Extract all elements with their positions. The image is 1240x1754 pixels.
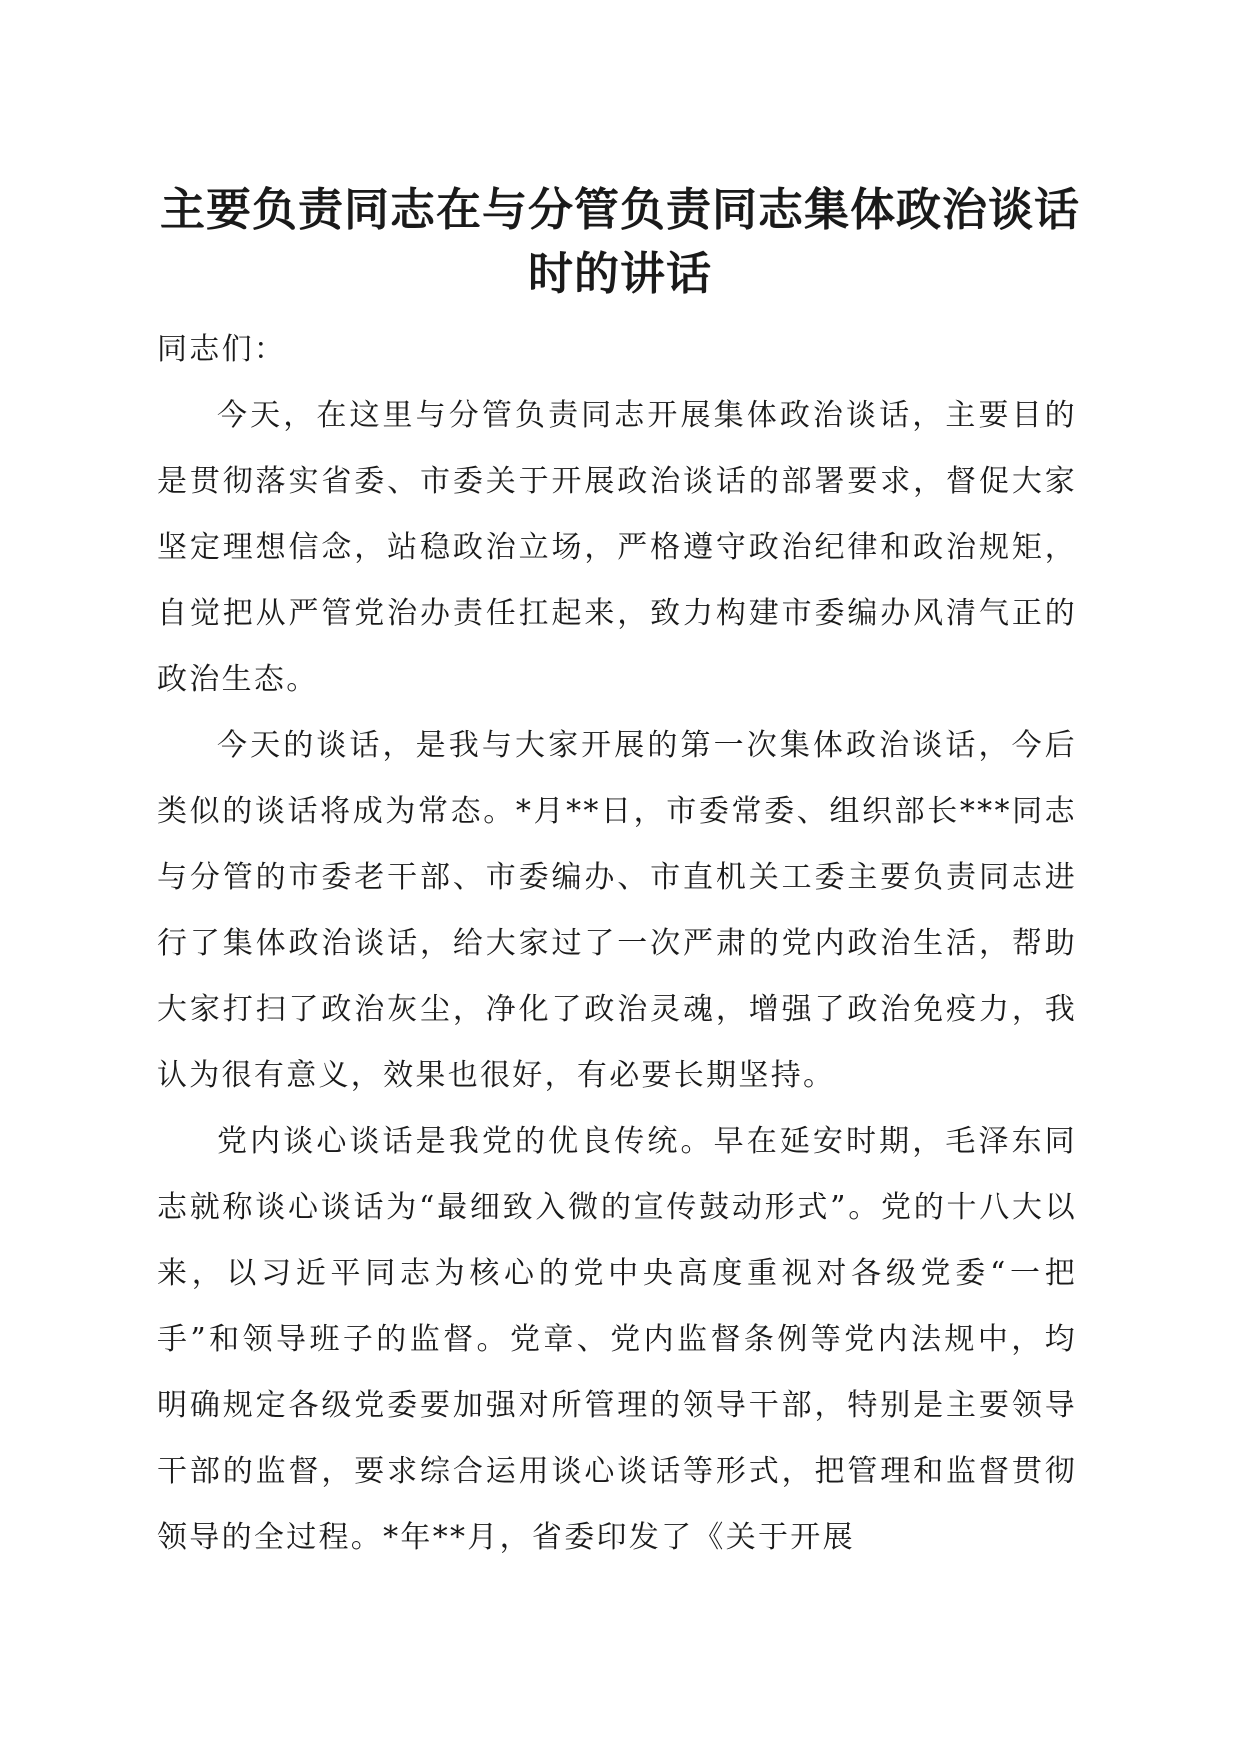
greeting: 同志们： [157,332,287,367]
document-body [157,317,1077,1571]
paragraph-1: 今天，在这里与分管负责同志开展集体政治谈话，主要目的是贯彻落实省委、市委关于开展政治谈话的部署要求，督促大家坚定理想信念，站稳政治立场，严格遵守政治纪律和政治规矩，自觉把从严管党治办责任扛起来，致力构建市委编办风清气正的政治生态。 [157,398,1077,697]
paragraph-2: 今天的谈话，是我与大家开展的第一次集体政治谈话，今后类似的谈话将成为常态。*月**日，市委常委、组织部长***同志与分管的市委老干部、市委编办、市直机关工委主要负责同志进行了集体政治谈话，给大家过了一次严肃的党内政治生活，帮助大家打扫了政治灰尘，净化了政治灵魂，增强了政治免疫力，我认为很有意义，效果也很好，有必要长期坚持。 [157,728,1077,1093]
document-title: 主要负责同志在与分管负责同志集体政治谈话时的讲话 [159,183,1080,300]
paragraph-3: 党内谈心谈话是我党的优良传统。早在延安时期，毛泽东同志就称谈心谈话为“最细致入微的宣传鼓动形式”。党的十八大以来，以习近平同志为核心的党中央高度重视对各级党委“一把手”和领导班子的监督。党章、党内监督条例等党内法规中，均明确规定各级党委要加强对所管理的领导干部，特别是主要领导干部的监督，要求综合运用谈心谈话等形式，把管理和监督贯彻领导的全过程。*年**月，省委印发了《关于开展 [157,1124,1077,1555]
